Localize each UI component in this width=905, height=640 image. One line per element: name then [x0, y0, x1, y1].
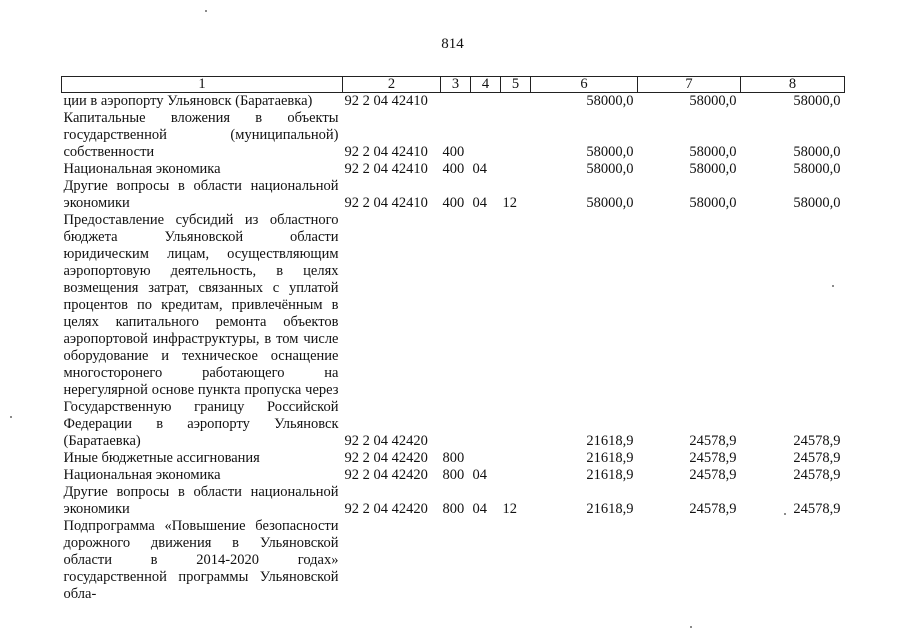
row-code: 92 2 04 42420 — [344, 467, 428, 483]
row-year2: 58000,0 — [689, 195, 737, 211]
row-year3 — [741, 518, 845, 603]
row-pr — [501, 467, 531, 484]
row-year2: 58000,0 — [689, 93, 737, 109]
row-vr: 800 — [442, 467, 465, 483]
column-header-7: 7 — [638, 77, 741, 93]
budget-table — [61, 76, 845, 603]
row-vr: 800 — [442, 501, 465, 517]
row-pr — [501, 93, 531, 111]
page-number: 814 — [441, 36, 464, 52]
scan-speck — [690, 626, 692, 628]
row-year2: 24578,9 — [689, 501, 737, 517]
row-name: Иные бюджетные ассигнования — [63, 450, 260, 466]
row-year1: 58000,0 — [586, 144, 634, 160]
scan-speck — [205, 10, 207, 12]
row-pr: 12 — [502, 501, 517, 517]
row-vr — [441, 518, 471, 603]
column-header-2: 2 — [343, 77, 441, 93]
row-code: 92 2 04 42420 — [344, 433, 428, 449]
scan-speck — [784, 513, 786, 515]
row-year3: 58000,0 — [793, 161, 841, 177]
row-code: 92 2 04 42420 — [344, 450, 428, 466]
row-year1: 21618,9 — [586, 433, 634, 449]
table-row — [62, 450, 845, 467]
row-code: 92 2 04 42410 — [344, 93, 428, 109]
column-header-6: 6 — [531, 77, 638, 93]
column-header-4: 4 — [471, 77, 501, 93]
row-pr — [501, 161, 531, 178]
row-pr: 12 — [502, 195, 517, 211]
row-rz: 04 — [472, 467, 487, 483]
row-rz: 04 — [472, 501, 487, 517]
row-name: ции в аэропорту Ульяновск (Баратаевка) — [63, 93, 313, 109]
row-year3: 58000,0 — [793, 195, 841, 211]
row-rz: 04 — [472, 195, 487, 211]
row-name: Предоставление субсидий из областного бюджета Ульяновской области юридическим лицам, осуществляющим аэропортовую деятельность, в целях возмещения затрат, связанных с уплатой процентов по кредитам, привлечённым в целях капитального ремонта объектов аэропортовой инфраструктуры, в том числе оборудование и техническое оснащение многосторонего работающего на нерегулярной основе пункта пропуска через Государственную границу Российской Федерации в аэропорту Ульяновск (Баратаевка) — [63, 212, 339, 449]
table-row — [62, 161, 845, 178]
column-header-5: 5 — [501, 77, 531, 93]
row-year2: 24578,9 — [689, 467, 737, 483]
row-vr — [441, 212, 471, 450]
row-name: Подпрограмма «Повышение безопасности дорожного движения в Ульяновской области в 2014-2020 годах» государственной программы Ульяновской обла- — [63, 518, 339, 602]
row-year3: 24578,9 — [793, 450, 841, 466]
table-row — [62, 212, 845, 450]
row-code: 92 2 04 42410 — [344, 161, 428, 177]
row-pr — [501, 518, 531, 603]
row-year2: 58000,0 — [689, 144, 737, 160]
row-vr: 800 — [442, 450, 465, 466]
row-year1: 58000,0 — [586, 93, 634, 109]
row-year1: 58000,0 — [586, 195, 634, 211]
row-rz — [471, 93, 501, 111]
column-header-1: 1 — [62, 77, 343, 93]
row-vr — [441, 93, 471, 111]
table-header-row — [62, 77, 845, 93]
row-year1: 21618,9 — [586, 467, 634, 483]
row-rz — [471, 110, 501, 161]
row-year2: 24578,9 — [689, 433, 737, 449]
scan-speck — [10, 416, 12, 418]
table-row — [62, 518, 845, 603]
row-year3: 24578,9 — [793, 433, 841, 449]
row-code: 92 2 04 42420 — [344, 501, 428, 517]
row-code: 92 2 04 42410 — [344, 195, 428, 211]
row-pr — [501, 450, 531, 467]
table-row — [62, 110, 845, 161]
row-year3: 58000,0 — [793, 93, 841, 109]
scan-speck — [832, 285, 834, 287]
row-vr: 400 — [442, 161, 465, 177]
row-vr: 400 — [442, 195, 465, 211]
row-rz — [471, 212, 501, 450]
table-row — [62, 178, 845, 212]
table-row — [62, 93, 845, 111]
row-pr — [501, 110, 531, 161]
row-name: Национальная экономика — [63, 161, 221, 177]
row-pr — [501, 212, 531, 450]
row-year1: 21618,9 — [586, 450, 634, 466]
row-year1: 21618,9 — [586, 501, 634, 517]
row-name: Капитальные вложения в объекты государственной (муниципальной) собственности — [63, 110, 339, 160]
row-year2: 24578,9 — [689, 450, 737, 466]
table-row — [62, 484, 845, 518]
row-rz — [471, 450, 501, 467]
column-header-8: 8 — [741, 77, 845, 93]
row-year2: 58000,0 — [689, 161, 737, 177]
row-year3: 24578,9 — [793, 467, 841, 483]
row-rz: 04 — [472, 161, 487, 177]
row-vr: 400 — [442, 144, 465, 160]
row-name: Другие вопросы в области национальной экономики — [63, 178, 339, 211]
row-rz — [471, 518, 501, 603]
column-header-3: 3 — [441, 77, 471, 93]
row-name: Национальная экономика — [63, 467, 221, 483]
row-year1 — [531, 518, 638, 603]
row-year1: 58000,0 — [586, 161, 634, 177]
row-name: Другие вопросы в области национальной экономики — [63, 484, 339, 517]
row-code — [343, 518, 441, 603]
row-code: 92 2 04 42410 — [344, 144, 428, 160]
table-row — [62, 467, 845, 484]
row-year3: 58000,0 — [793, 144, 841, 160]
row-year2 — [638, 518, 741, 603]
row-year3: 24578,9 — [793, 501, 841, 517]
